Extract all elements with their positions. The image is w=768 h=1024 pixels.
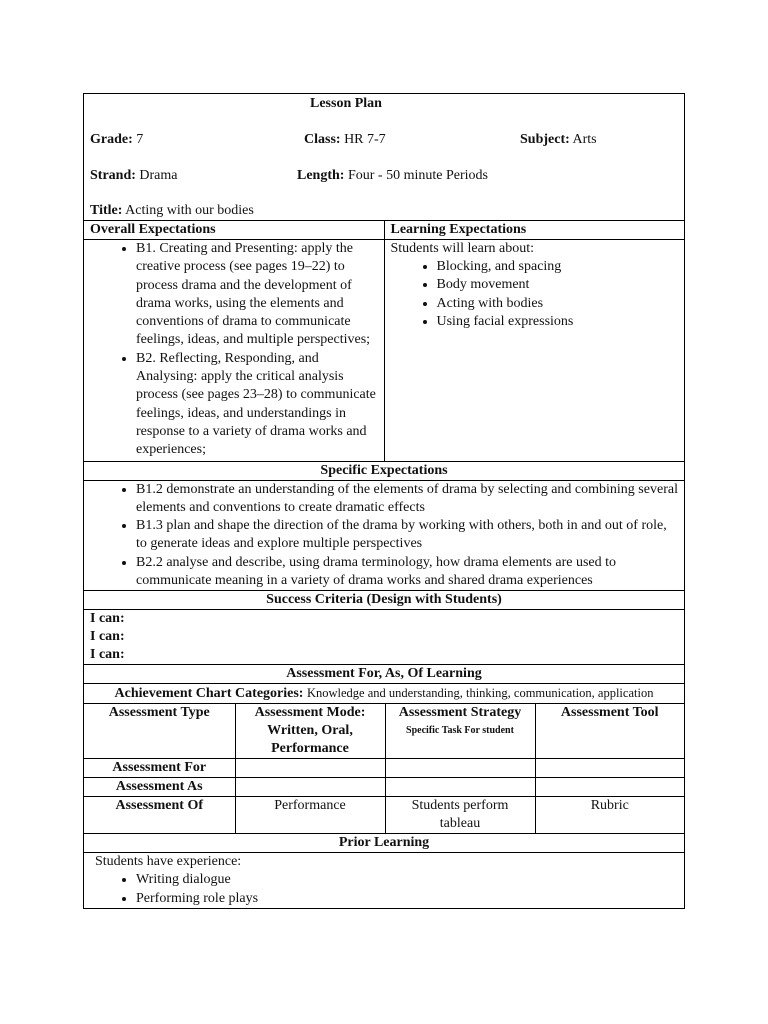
- lesson-plan-table: [83, 93, 685, 909]
- col-assessment-tool: Assessment Tool: [535, 704, 684, 759]
- prior-learning-heading: Prior Learning: [84, 834, 685, 853]
- title-field: [90, 202, 678, 220]
- strand-field: [90, 167, 297, 185]
- assessment-row-tool: [535, 778, 684, 797]
- class-field: [304, 131, 520, 149]
- assessment-cell: [84, 684, 685, 834]
- grade-class-subject-row: [90, 131, 678, 149]
- learning-intro: Students will learn about:: [390, 241, 534, 256]
- subject-label: Subject:: [520, 132, 570, 147]
- categories-value: Knowledge and understanding, thinking, communication, application: [306, 686, 654, 701]
- assessment-row-type: Assessment For: [84, 759, 235, 778]
- strand-length-row: [90, 167, 678, 185]
- overall-item: • B2. Reflecting, Responding, and Analysing: apply the critical analysis process (see pages 23–28) to communicate feelings, ideas, and understandings in response to a variety of drama works and experiences;: [136, 350, 382, 460]
- assessment-row-type: Assessment Of: [84, 797, 235, 834]
- subject-field: [520, 131, 597, 149]
- header-cell: [84, 94, 685, 221]
- col-assessment-type: Assessment Type: [84, 704, 235, 759]
- assessment-row-mode: [235, 759, 385, 778]
- learning-item: • Blocking, and spacing: [437, 258, 679, 276]
- success-line: I can:: [90, 629, 125, 645]
- categories-label: Achievement Chart Categories:: [114, 686, 304, 702]
- strategy-heading: Assessment Strategy: [398, 705, 522, 721]
- assessment-row-tool: [535, 759, 684, 778]
- class-label: Class:: [304, 132, 341, 147]
- strand-label: Strand:: [90, 168, 136, 183]
- success-criteria-heading: Success Criteria (Design with Students): [84, 591, 685, 610]
- specific-item: • B2.2 analyse and describe, using drama terminology, how drama elements are used to communicate meaning in a variety of drama works and shared drama experiences: [136, 554, 678, 591]
- prior-learning-cell: [84, 853, 685, 909]
- strand-value: Drama: [139, 168, 178, 183]
- length-field: [297, 167, 488, 185]
- specific-item: • B1.2 demonstrate an understanding of the elements of drama by selecting and combining several elements and conventions to create dramatic effects: [136, 481, 678, 518]
- assessment-row-type: Assessment As: [84, 778, 235, 797]
- learning-expectations-heading: Learning Expectations: [384, 221, 685, 240]
- learning-item: • Acting with bodies: [437, 295, 679, 313]
- success-criteria-cell: [84, 610, 685, 665]
- length-value: Four - 50 minute Periods: [347, 168, 488, 183]
- assessment-table: [84, 704, 684, 833]
- assessment-row-strategy: [385, 778, 535, 797]
- class-value: HR 7-7: [344, 132, 386, 147]
- prior-item: • Writing dialogue: [136, 871, 678, 889]
- assessment-row-strategy: [385, 759, 535, 778]
- specific-item: • B1.3 plan and shape the direction of the drama by working with others, both in and out of role, to generate ideas and explore multiple perspectives: [136, 517, 678, 554]
- learning-item: • Using facial expressions: [437, 313, 679, 331]
- specific-expectations-cell: [84, 480, 685, 591]
- assessment-row-strategy: Students perform tableau: [385, 797, 535, 834]
- success-line: I can:: [90, 647, 125, 663]
- prior-item: • Performing role plays: [136, 890, 678, 908]
- overall-expectations-cell: [84, 240, 385, 462]
- title-value: Acting with our bodies: [125, 203, 254, 218]
- assessment-heading: Assessment For, As, Of Learning: [84, 665, 685, 684]
- overall-expectations-heading: Overall Expectations: [84, 221, 385, 240]
- achievement-categories: [84, 684, 684, 704]
- col-assessment-mode: Assessment Mode: Written, Oral, Performance: [235, 704, 385, 759]
- grade-label: Grade:: [90, 132, 133, 147]
- col-assessment-strategy: [385, 704, 535, 759]
- overall-item: • B1. Creating and Presenting: apply the creative process (see pages 19–22) to process drama and the development of drama works, using the elements and conventions of drama to communicate feelings, ideas, and multiple perspectives;: [136, 240, 382, 350]
- success-line: I can:: [90, 611, 125, 627]
- lesson-plan-document: [83, 93, 685, 909]
- learning-item: • Body movement: [437, 276, 679, 294]
- length-label: Length:: [297, 168, 345, 183]
- specific-expectations-heading: Specific Expectations: [84, 461, 685, 480]
- doc-title: Lesson Plan: [310, 96, 382, 111]
- assessment-row-mode: [235, 778, 385, 797]
- grade-field: [90, 131, 304, 149]
- prior-intro: Students have experience:: [95, 854, 242, 870]
- subject-value: Arts: [572, 132, 597, 147]
- assessment-row-mode: Performance: [235, 797, 385, 834]
- learning-expectations-cell: [384, 240, 685, 462]
- assessment-row-tool: Rubric: [535, 797, 684, 834]
- strategy-subheading: Specific Task For student: [406, 725, 514, 737]
- grade-value: 7: [136, 132, 144, 147]
- title-label: Title:: [90, 203, 123, 218]
